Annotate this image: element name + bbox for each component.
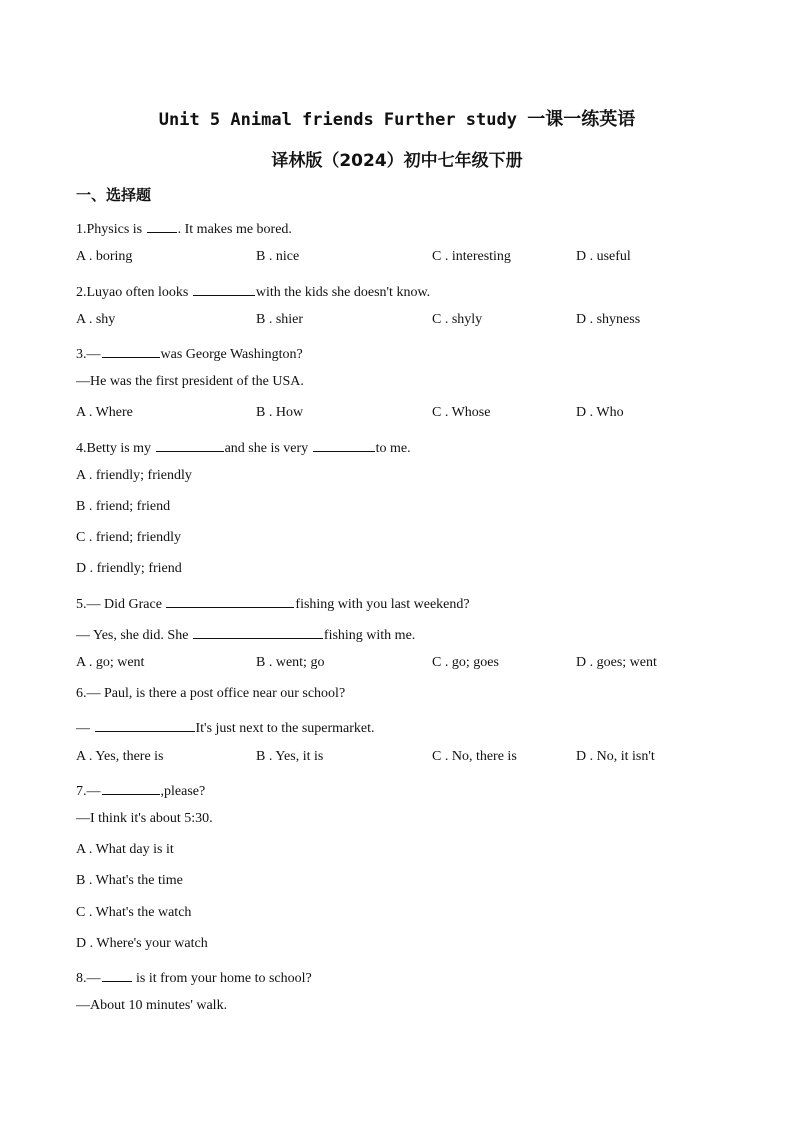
q7-text-post: ,please? bbox=[160, 784, 206, 799]
answer-blank bbox=[102, 780, 160, 795]
section-heading: 一、选择题 bbox=[76, 186, 152, 204]
q1-option-c[interactable]: C . interesting bbox=[432, 249, 511, 264]
question-8 bbox=[76, 967, 312, 987]
title-chinese: 一课一练英语 bbox=[527, 109, 636, 130]
q4-option-a[interactable]: A . friendly; friendly bbox=[76, 468, 192, 483]
q3-response: —He was the first president of the USA. bbox=[76, 374, 304, 389]
q6-option-b[interactable]: B . Yes, it is bbox=[256, 749, 324, 764]
answer-blank bbox=[102, 967, 132, 982]
q2-text-pre: 2.Luyao often looks bbox=[76, 285, 192, 300]
q5-response-pre: — Yes, she did. She bbox=[76, 628, 192, 643]
q4-option-c[interactable]: C . friend; friendly bbox=[76, 530, 181, 545]
answer-blank bbox=[95, 717, 195, 732]
title-line-1 bbox=[0, 105, 794, 131]
q3-text-post: was George Washington? bbox=[160, 347, 303, 362]
answer-blank bbox=[166, 593, 294, 608]
q5-option-b[interactable]: B . went; go bbox=[256, 655, 325, 670]
question-3 bbox=[76, 343, 303, 363]
q5-option-c[interactable]: C . go; goes bbox=[432, 655, 499, 670]
answer-blank bbox=[193, 281, 255, 296]
q3-text-pre: 3.— bbox=[76, 347, 101, 362]
q6-option-a[interactable]: A . Yes, there is bbox=[76, 749, 164, 764]
answer-blank bbox=[193, 624, 323, 639]
answer-blank bbox=[156, 437, 224, 452]
q4-text-pre: 4.Betty is my bbox=[76, 441, 155, 456]
answer-blank bbox=[313, 437, 375, 452]
q6-option-d[interactable]: D . No, it isn't bbox=[576, 749, 655, 764]
q4-option-d[interactable]: D . friendly; friend bbox=[76, 561, 182, 576]
title-line-2: 译林版（2024）初中七年级下册 bbox=[271, 151, 523, 171]
question-6: 6.— Paul, is there a post office near our school? bbox=[76, 686, 346, 701]
q1-text-post: . It makes me bored. bbox=[177, 222, 292, 237]
q5-response-post: fishing with me. bbox=[323, 628, 416, 643]
q3-option-c[interactable]: C . Whose bbox=[432, 405, 491, 420]
q6-option-c[interactable]: C . No, there is bbox=[432, 749, 517, 764]
q3-option-d[interactable]: D . Who bbox=[576, 405, 624, 420]
q5-option-a[interactable]: A . go; went bbox=[76, 655, 145, 670]
q7-option-a[interactable]: A . What day is it bbox=[76, 842, 174, 857]
q4-option-b[interactable]: B . friend; friend bbox=[76, 499, 171, 514]
question-1 bbox=[76, 218, 292, 238]
title-english: Unit 5 Animal friends Further study bbox=[158, 110, 517, 130]
question-4 bbox=[76, 437, 411, 457]
q5-option-d[interactable]: D . goes; went bbox=[576, 655, 657, 670]
q2-option-c[interactable]: C . shyly bbox=[432, 312, 483, 327]
q3-option-a[interactable]: A . Where bbox=[76, 405, 133, 420]
answer-blank bbox=[147, 218, 177, 233]
q7-response: —I think it's about 5:30. bbox=[76, 811, 213, 826]
q4-text-post: to me. bbox=[375, 441, 411, 456]
q8-response: —About 10 minutes' walk. bbox=[76, 998, 228, 1013]
q2-option-b[interactable]: B . shier bbox=[256, 312, 304, 327]
q7-option-d[interactable]: D . Where's your watch bbox=[76, 936, 208, 951]
q6-response bbox=[76, 717, 375, 737]
q2-option-d[interactable]: D . shyness bbox=[576, 312, 641, 327]
question-5 bbox=[76, 593, 470, 613]
q2-text-post: with the kids she doesn't know. bbox=[255, 285, 431, 300]
question-2 bbox=[76, 281, 430, 301]
q8-text-post: is it from your home to school? bbox=[132, 971, 312, 986]
q1-option-b[interactable]: B . nice bbox=[256, 249, 300, 264]
q1-option-d[interactable]: D . useful bbox=[576, 249, 631, 264]
answer-blank bbox=[102, 343, 160, 358]
q8-text-pre: 8.— bbox=[76, 971, 101, 986]
q3-option-b[interactable]: B . How bbox=[256, 405, 304, 420]
q1-option-a[interactable]: A . boring bbox=[76, 249, 133, 264]
q5-text-pre: 5.— Did Grace bbox=[76, 597, 166, 612]
q1-text-pre: 1.Physics is bbox=[76, 222, 146, 237]
question-7 bbox=[76, 780, 205, 800]
q7-text-pre: 7.— bbox=[76, 784, 101, 799]
q7-option-b[interactable]: B . What's the time bbox=[76, 873, 183, 888]
q5-response bbox=[76, 624, 415, 644]
q2-option-a[interactable]: A . shy bbox=[76, 312, 116, 327]
q7-option-c[interactable]: C . What's the watch bbox=[76, 905, 192, 920]
q6-response-pre: — bbox=[76, 721, 94, 736]
q5-text-post: fishing with you last weekend? bbox=[295, 597, 470, 612]
q4-text-mid: and she is very bbox=[224, 441, 312, 456]
q6-response-post: It's just next to the supermarket. bbox=[195, 721, 375, 736]
